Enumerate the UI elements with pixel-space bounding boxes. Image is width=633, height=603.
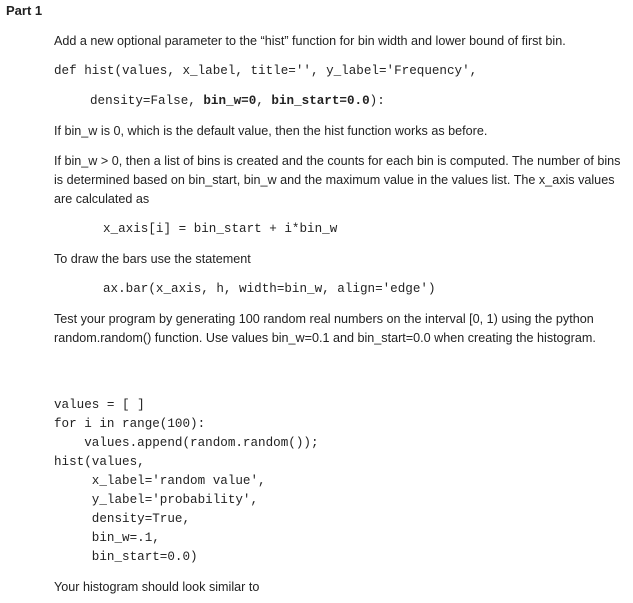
- signature-separator: ,: [256, 94, 272, 108]
- code-line: values = [ ]: [54, 398, 145, 412]
- code-line: values.append(random.random());: [54, 436, 319, 450]
- x-axis-formula: x_axis[i] = bin_start + i*bin_w: [103, 222, 338, 236]
- bins-paragraph: If bin_w > 0, then a list of bins is created and the counts for each bin is computed. The number of bins is determined based on bin_start, bin_w and the maximum value in the values list. The x_axis values are calculated as: [54, 154, 621, 206]
- test-paragraph: Test your program by generating 100 random real numbers on the interval [0, 1) using the python random.random() function. Use values bin_w=0.1 and bin_start=0.0 when creating the histogram.: [54, 312, 596, 345]
- code-block: [54, 377, 319, 586]
- intro-paragraph: Add a new optional parameter to the “hist” function for bin width and lower bound of first bin.: [54, 34, 566, 48]
- code-line: density=True,: [54, 512, 191, 526]
- signature-bin-w: bin_w=0: [203, 94, 257, 108]
- signature-density: density=False,: [90, 94, 204, 108]
- code-line: y_label='probability',: [54, 493, 259, 507]
- default-paragraph: If bin_w is 0, which is the default value, then the hist function works as before.: [54, 124, 488, 138]
- signature-bin-start: bin_start=0.0: [271, 94, 370, 108]
- code-line: for i in range(100):: [54, 417, 206, 431]
- code-line: bin_w=.1,: [54, 531, 160, 545]
- signature-line-1: def hist(values, x_label, title='', y_label='Frequency',: [54, 64, 478, 78]
- code-line: x_label='random value',: [54, 474, 266, 488]
- closing-paragraph: Your histogram should look similar to: [54, 580, 260, 594]
- draw-paragraph: To draw the bars use the statement: [54, 252, 251, 266]
- bar-statement: ax.bar(x_axis, h, width=bin_w, align='edge'): [103, 282, 436, 296]
- code-line: hist(values,: [54, 455, 145, 469]
- signature-line-2: [90, 92, 385, 111]
- signature-close: ):: [369, 94, 385, 108]
- part-heading: Part 1: [6, 3, 43, 18]
- code-line: bin_start=0.0): [54, 550, 198, 564]
